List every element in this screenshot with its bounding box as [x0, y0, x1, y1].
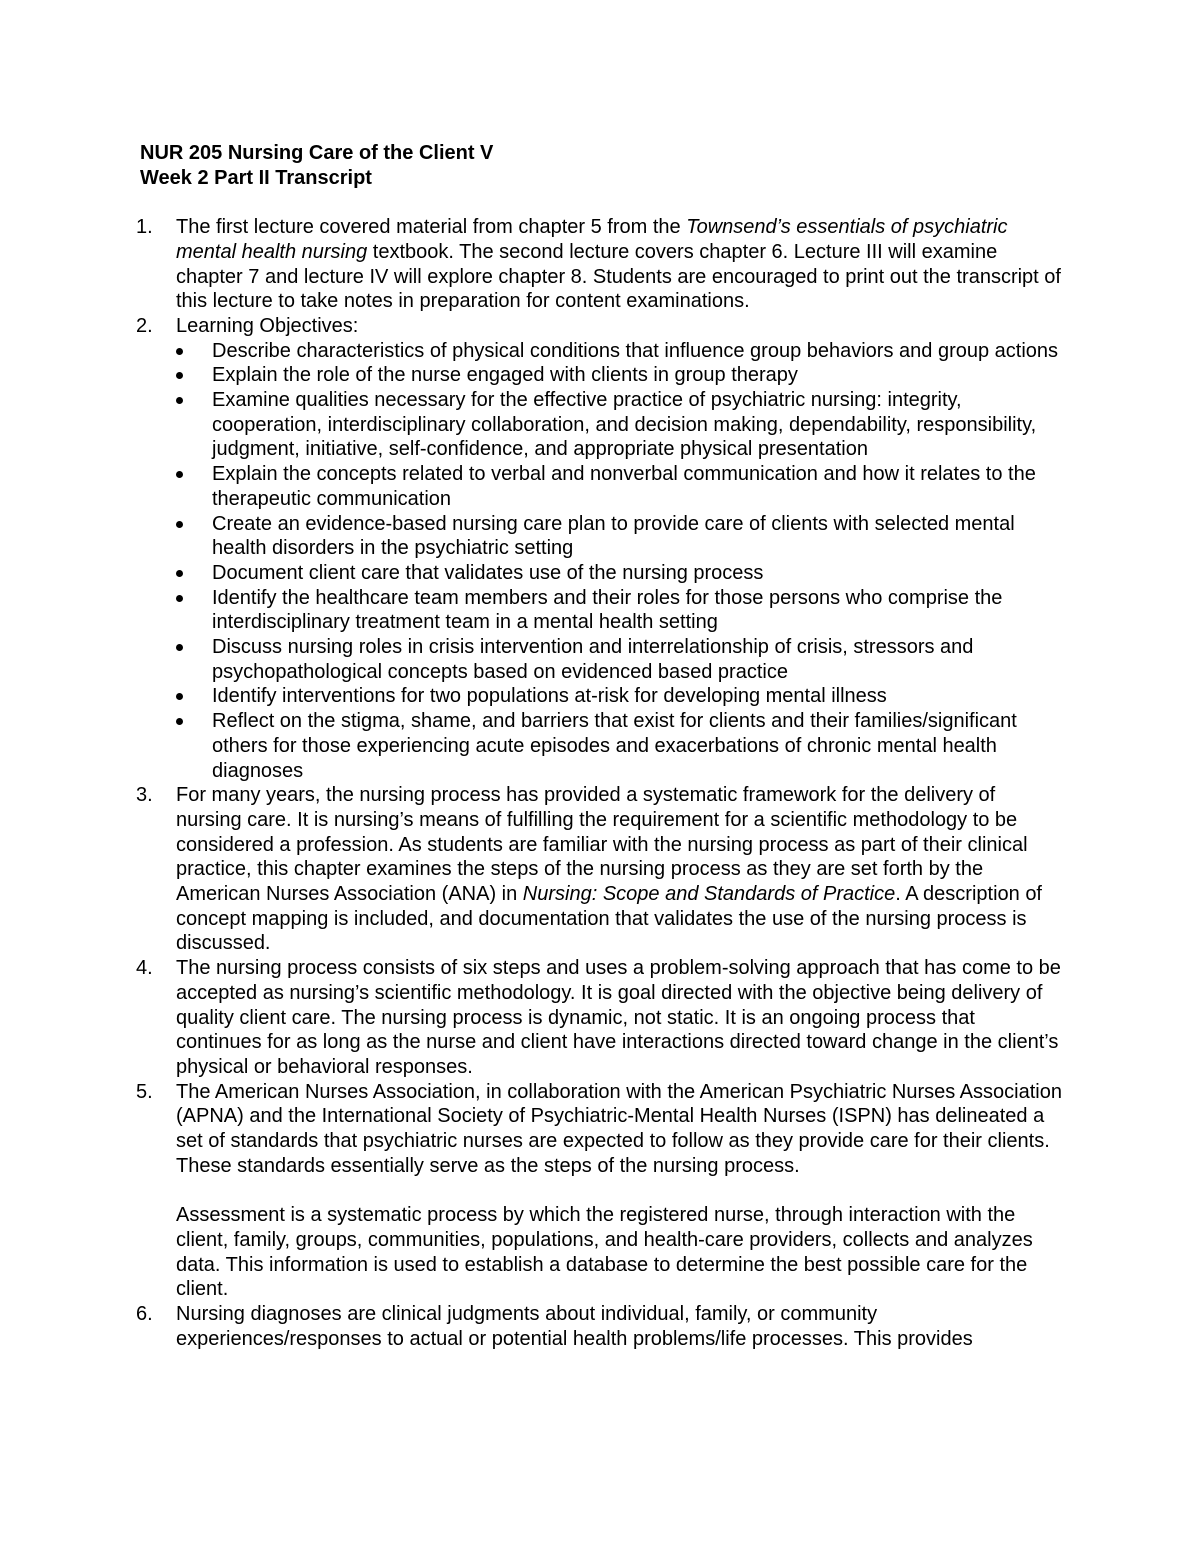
item-text-italic: Nursing: Scope and Standards of Practice	[522, 883, 896, 906]
item-text-paragraph: Assessment is a systematic process by which the registered nurse, through interaction with the client, family, groups, communities, populations, and health-care providers, collects and analyzes data. This information is used to establish a database to determine the best possible care for the client.	[176, 1204, 1033, 1301]
objective-text: Describe characteristics of physical conditions that influence group behaviors and group actions	[212, 339, 1059, 362]
objective-item	[176, 635, 1065, 684]
list-item	[136, 314, 1065, 783]
objective-text: Discuss nursing roles in crisis intervention and interrelationship of crisis, stressors and psychopathological concepts based on evidenced based practice	[212, 636, 974, 683]
title-spacer	[140, 190, 1065, 215]
paragraph-spacer	[176, 1179, 1065, 1204]
objectives-list	[176, 339, 1065, 784]
document-page	[136, 141, 1065, 1351]
item-text: The nursing process consists of six steps and uses a problem-solving approach that has come to be accepted as nursing’s scientific methodology. It is goal directed with the objective being delivery of quality client care. The nursing process is dynamic, not static. It is an ongoing process that continues for as long as the nurse and client have interactions directed toward change in the client’s physical or behavioral responses.	[176, 957, 1061, 1078]
item-text: Learning Objectives:	[176, 314, 359, 337]
bullet-icon	[176, 718, 183, 725]
bullet-icon	[176, 644, 183, 651]
item-text: Nursing diagnoses are clinical judgments about individual, family, or community experiences/responses to actual or potential health problems/life processes. This provides	[176, 1303, 973, 1350]
objective-item	[176, 684, 1065, 709]
item-text: For many years, the nursing process has provided a systematic framework for the delivery of nursing care. It is nursing’s means of fulfilling the requirement for a scientific methodology to be considered a profession. As students are familiar with the nursing process as part of their clinical practice, this chapter examines the steps of the nursing process as they are set forth by the American Nurses Association (ANA) in	[176, 784, 1028, 906]
objective-text: Explain the role of the nurse engaged with clients in group therapy	[212, 364, 798, 387]
objective-item	[176, 709, 1065, 783]
objective-text: Document client care that validates use of the nursing process	[212, 561, 764, 584]
item-number: 2.	[136, 314, 153, 337]
document-subtitle: Week 2 Part II Transcript	[140, 166, 372, 189]
objective-item	[176, 512, 1065, 561]
item-number: 6.	[136, 1303, 153, 1326]
objective-text: Identify the healthcare team members and their roles for those persons who comprise the interdisciplinary treatment team in a mental health setting	[212, 586, 1003, 634]
objective-item	[176, 586, 1065, 635]
objective-item	[176, 388, 1065, 462]
objective-text: Examine qualities necessary for the effective practice of psychiatric nursing: integrity, cooperation, interdisciplinary collaboration, and decision making, dependability, responsibility, judgment, initiative, self-confidence, and appropriate physical presentation	[212, 389, 1037, 461]
item-text: The American Nurses Association, in collaboration with the American Psychiatric Nurses Association (APNA) and the International Society of Psychiatric-Mental Health Nurses (ISPN) has delineated a set of standards that psychiatric nurses are expected to follow as they provide care for their clients. These standards essentially serve as the steps of the nursing process.	[176, 1080, 1062, 1177]
list-item	[136, 1302, 1065, 1351]
list-item	[136, 956, 1065, 1080]
list-item	[136, 215, 1065, 314]
item-text-italic: Townsend’s essentials of psychiatric mental health nursing	[176, 216, 1008, 263]
bullet-icon	[176, 570, 183, 577]
item-text: The first lecture covered material from chapter 5 from the	[176, 216, 687, 239]
item-number: 1.	[136, 216, 153, 239]
objective-text: Create an evidence-based nursing care plan to provide care of clients with selected mental health disorders in the psychiatric setting	[212, 512, 1015, 560]
item-number: 4.	[136, 957, 153, 980]
bullet-icon	[176, 372, 183, 379]
objective-text: Reflect on the stigma, shame, and barriers that exist for clients and their families/significant others for those experiencing acute episodes and exacerbations of chronic mental health diagnoses	[212, 710, 1017, 782]
bullet-icon	[176, 348, 183, 355]
document-title: NUR 205 Nursing Care of the Client V	[140, 142, 494, 164]
bullet-icon	[176, 471, 183, 478]
objective-item	[176, 462, 1065, 511]
item-text-continued: textbook. The second lecture covers chapter 6. Lecture III will examine chapter 7 and lecture IV will explore chapter 8. Students are encouraged to print out the transcript of this lecture to take notes in preparation for content examinations.	[176, 240, 1061, 313]
item-text-continued: . A description of concept mapping is included, and documentation that validates the use of the nursing process is discussed.	[176, 883, 1042, 955]
bullet-icon	[176, 397, 183, 404]
bullet-icon	[176, 521, 183, 528]
bullet-icon	[176, 693, 183, 700]
objective-item	[176, 561, 1065, 586]
objective-item	[176, 363, 1065, 388]
item-number: 5.	[136, 1080, 153, 1103]
bullet-icon	[176, 595, 183, 602]
objective-text: Explain the concepts related to verbal and nonverbal communication and how it relates to the therapeutic communication	[212, 463, 1036, 510]
list-item	[136, 783, 1065, 956]
objective-text: Identify interventions for two populations at-risk for developing mental illness	[212, 685, 887, 708]
list-item	[136, 1080, 1065, 1302]
objective-item	[176, 339, 1065, 364]
item-number: 3.	[136, 784, 153, 807]
